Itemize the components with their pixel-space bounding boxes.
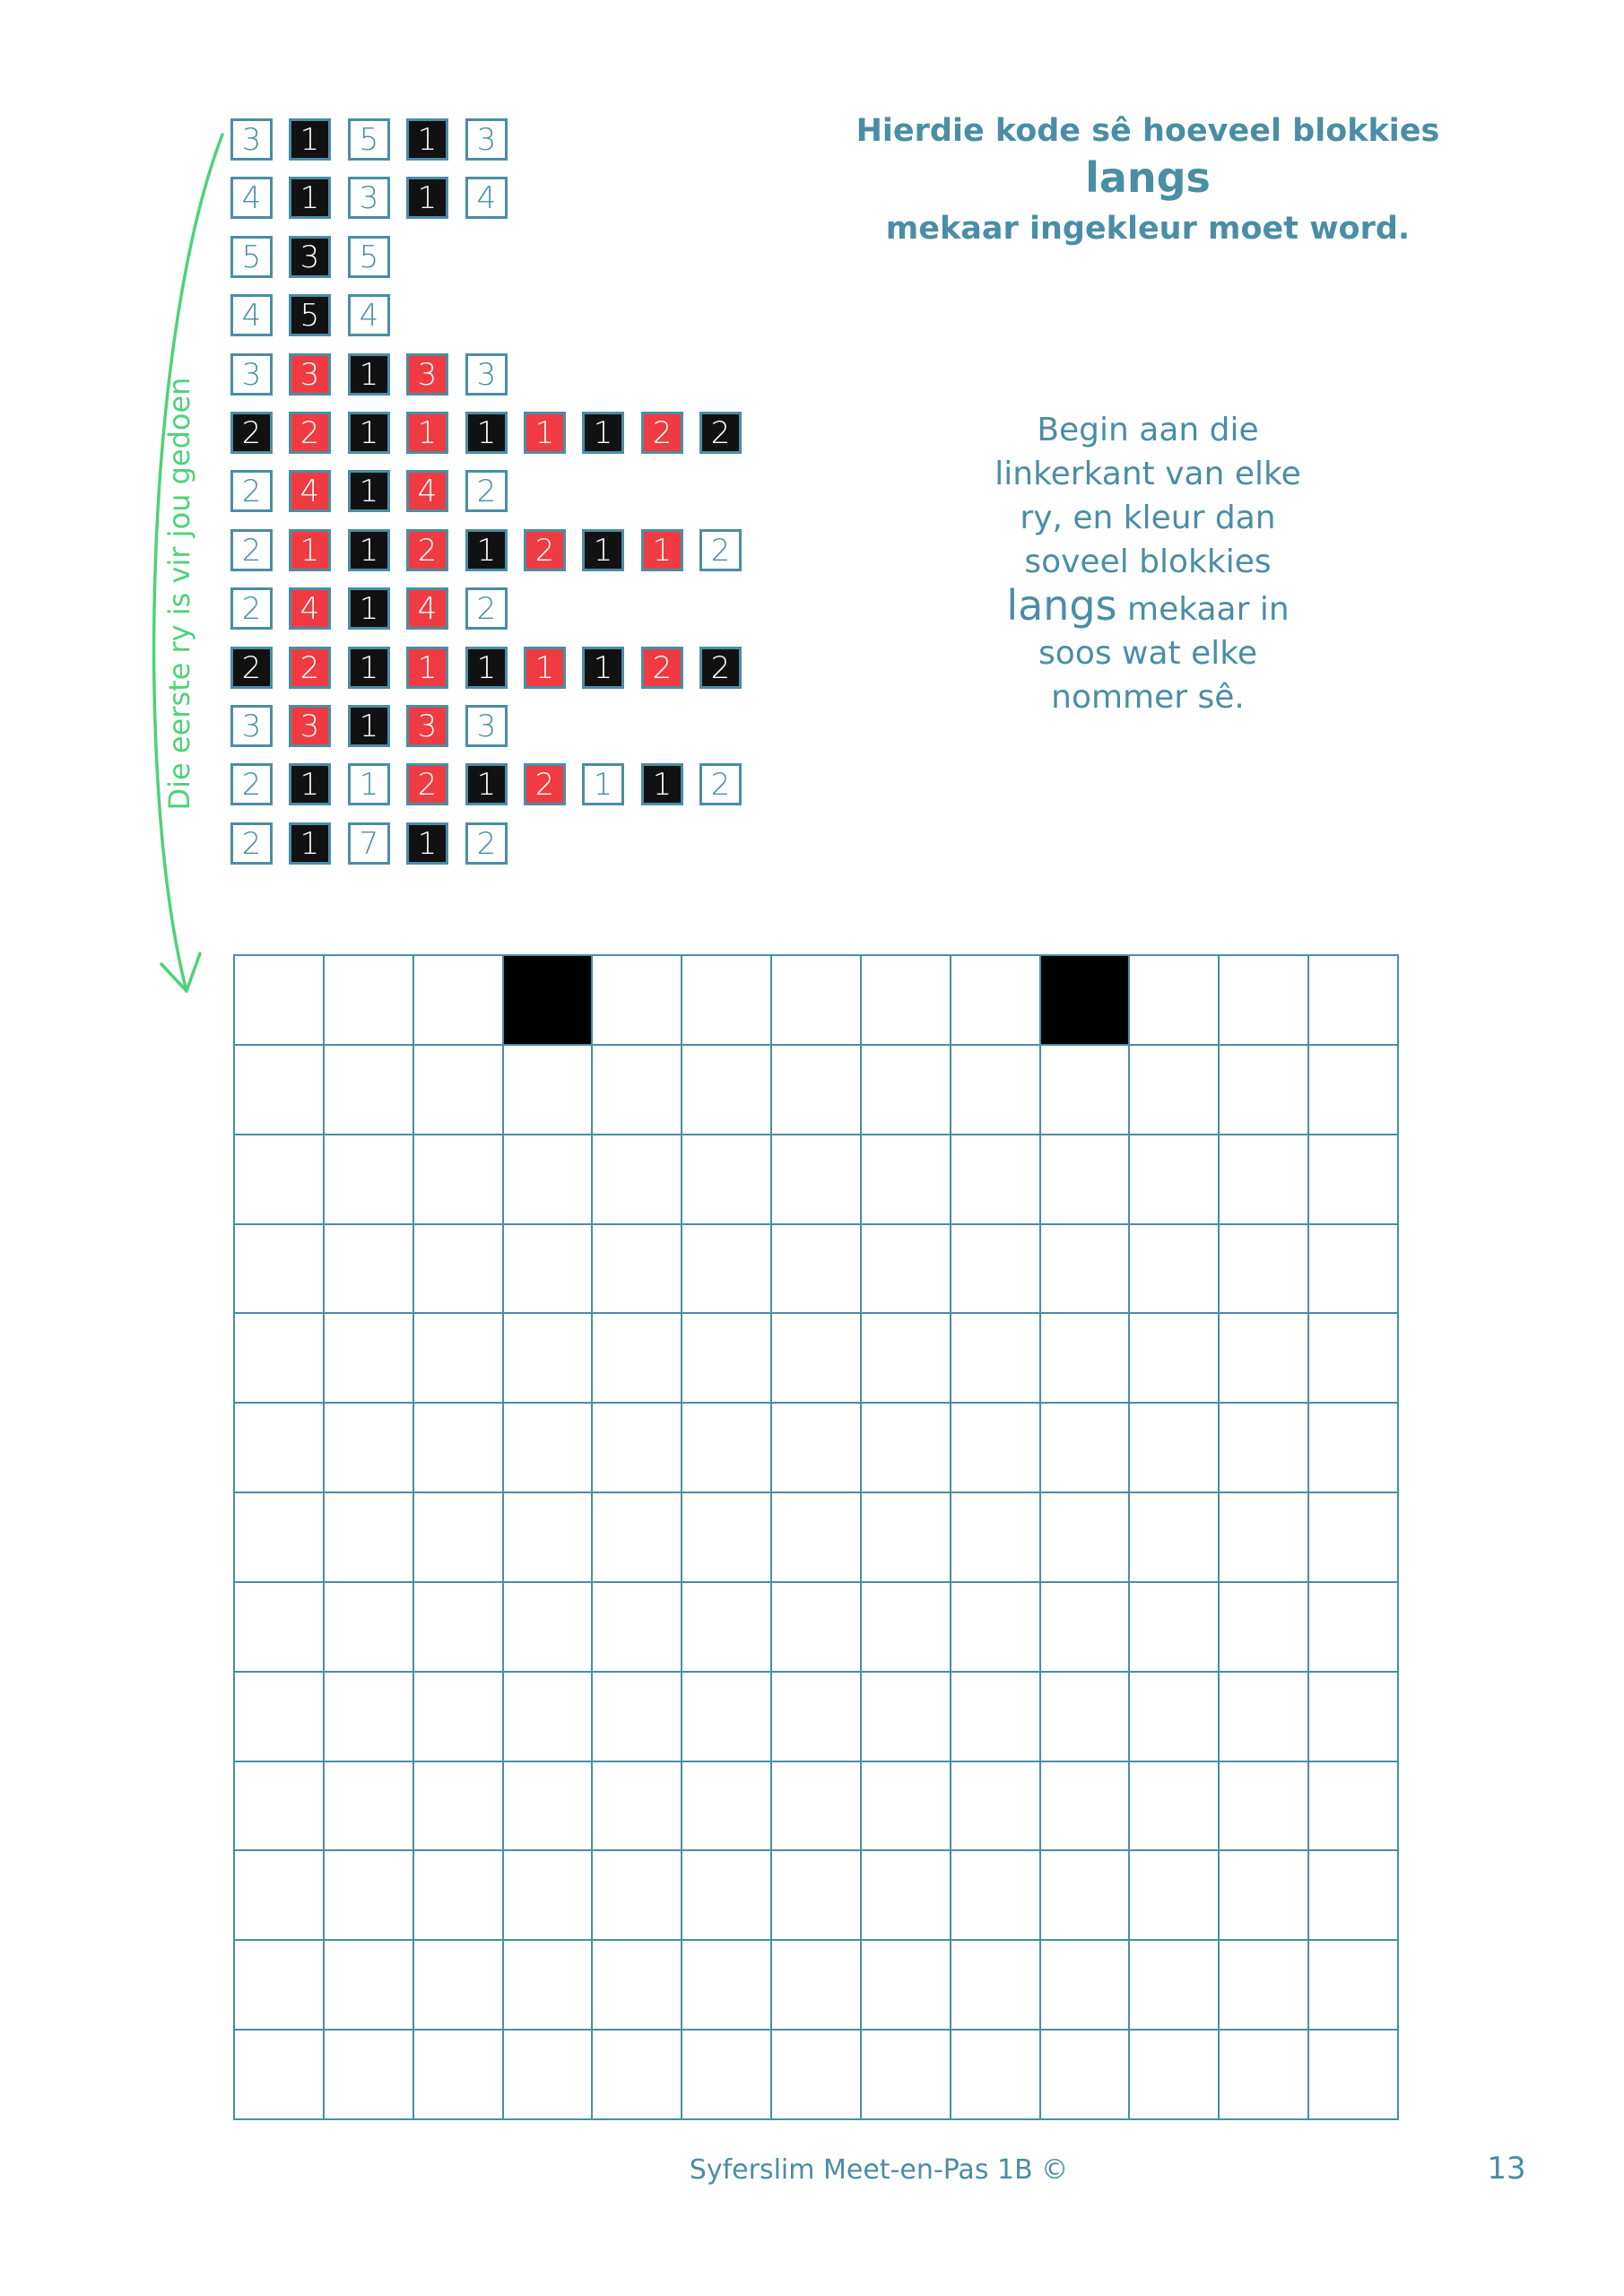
code-cell: 2 [641, 412, 683, 454]
grid-cell[interactable] [1041, 1583, 1131, 1673]
grid-cell[interactable] [1220, 956, 1309, 1046]
code-cell: 2 [465, 822, 508, 865]
grid-cell[interactable] [235, 1851, 325, 1941]
instruction-line-rest: mekaar in [1116, 591, 1290, 628]
grid-cell[interactable] [504, 1314, 594, 1404]
grid-cell[interactable] [682, 1673, 772, 1762]
grid-cell[interactable] [1041, 2031, 1131, 2120]
code-cell: 1 [465, 763, 508, 805]
grid-cell[interactable] [1130, 1493, 1220, 1583]
grid-cell[interactable] [1041, 1225, 1131, 1315]
grid-cell[interactable] [1309, 1135, 1399, 1225]
page-number: 13 [1487, 2151, 1526, 2187]
code-cell: 2 [524, 529, 566, 571]
code-cell: 4 [406, 470, 448, 512]
code-cell: 3 [289, 353, 331, 396]
grid-cell[interactable] [862, 1762, 951, 1852]
code-cell: 1 [348, 587, 390, 630]
grid-cell[interactable] [325, 1673, 414, 1762]
grid-cell[interactable] [414, 1046, 504, 1135]
heading-text: Hierdie kode sê hoeveel blokkies [855, 113, 1440, 149]
heading-line-2: mekaar ingekleur moet word. [885, 211, 1411, 247]
grid-cell[interactable] [1041, 956, 1131, 1046]
grid-cell[interactable] [862, 1941, 951, 2031]
grid-cell[interactable] [772, 1046, 862, 1135]
code-cell: 2 [699, 412, 742, 454]
grid-cell[interactable] [1130, 1404, 1220, 1493]
code-cell: 4 [406, 587, 448, 630]
grid-cell[interactable] [862, 1404, 951, 1493]
grid-cell[interactable] [772, 1762, 862, 1852]
grid-cell[interactable] [593, 1673, 682, 1762]
grid-cell[interactable] [772, 1583, 862, 1673]
grid-cell[interactable] [951, 956, 1041, 1046]
grid-cell[interactable] [504, 1851, 594, 1941]
grid-cell[interactable] [682, 1135, 772, 1225]
grid-cell[interactable] [1130, 1314, 1220, 1404]
code-cell: 1 [348, 529, 390, 571]
grid-cell[interactable] [682, 1851, 772, 1941]
grid-cell[interactable] [1220, 1046, 1309, 1135]
grid-cell[interactable] [504, 1762, 594, 1852]
code-cell: 3 [230, 353, 273, 396]
grid-cell[interactable] [862, 1673, 951, 1762]
grid-cell[interactable] [1130, 1046, 1220, 1135]
code-cell: 4 [289, 587, 331, 630]
grid-cell[interactable] [1041, 1135, 1131, 1225]
grid-cell[interactable] [682, 1046, 772, 1135]
code-cell: 3 [465, 705, 508, 747]
code-cell: 3 [465, 118, 508, 161]
grid-cell[interactable] [1220, 2031, 1309, 2120]
code-cell: 2 [230, 763, 273, 805]
grid-cell[interactable] [414, 1404, 504, 1493]
grid-cell[interactable] [862, 1135, 951, 1225]
code-cell: 1 [289, 118, 331, 161]
grid-cell[interactable] [325, 1046, 414, 1135]
code-cell: 2 [289, 647, 331, 689]
instruction-line: soveel blokkies [1024, 544, 1272, 580]
grid-cell[interactable] [1220, 1583, 1309, 1673]
grid-cell[interactable] [235, 956, 325, 1046]
code-cell: 1 [289, 529, 331, 571]
instruction-line: linkerkant van elke [994, 456, 1301, 492]
grid-cell[interactable] [1041, 1762, 1131, 1852]
grid-cell[interactable] [1130, 1225, 1220, 1315]
grid-cell[interactable] [1130, 956, 1220, 1046]
code-cell: 3 [406, 353, 448, 396]
grid-cell[interactable] [1309, 1673, 1399, 1762]
code-cell: 1 [465, 412, 508, 454]
code-cell: 1 [582, 412, 624, 454]
grid-cell[interactable] [504, 2031, 594, 2120]
grid-cell[interactable] [414, 1493, 504, 1583]
code-cell: 1 [406, 647, 448, 689]
grid-cell[interactable] [862, 1493, 951, 1583]
grid-cell[interactable] [951, 1851, 1041, 1941]
grid-cell[interactable] [682, 1583, 772, 1673]
code-cell: 1 [582, 529, 624, 571]
grid-cell[interactable] [951, 1046, 1041, 1135]
grid-cell[interactable] [951, 1404, 1041, 1493]
instruction-line [933, 581, 1363, 631]
grid-cell[interactable] [1309, 956, 1399, 1046]
instruction-line: Begin aan die [1037, 412, 1259, 448]
code-cell: 3 [230, 118, 273, 161]
code-cell: 1 [524, 647, 566, 689]
code-cell: 1 [289, 177, 331, 219]
code-cell: 2 [230, 647, 273, 689]
grid-cell[interactable] [1041, 1046, 1131, 1135]
grid-cell[interactable] [1220, 1314, 1309, 1404]
grid-cell[interactable] [951, 1583, 1041, 1673]
grid-cell[interactable] [235, 1314, 325, 1404]
grid-cell[interactable] [862, 1851, 951, 1941]
grid-cell[interactable] [414, 1762, 504, 1852]
grid-cell[interactable] [414, 1314, 504, 1404]
grid-cell[interactable] [593, 1941, 682, 2031]
code-cell: 5 [289, 294, 331, 336]
grid-cell[interactable] [235, 1493, 325, 1583]
code-cell: 1 [348, 647, 390, 689]
grid-cell[interactable] [772, 1404, 862, 1493]
grid-cell[interactable] [1220, 1135, 1309, 1225]
grid-cell[interactable] [235, 1225, 325, 1315]
grid-cell[interactable] [325, 956, 414, 1046]
grid-cell[interactable] [593, 1762, 682, 1852]
grid-cell[interactable] [862, 1314, 951, 1404]
instruction-emphasis: langs [1006, 581, 1117, 630]
code-cell: 3 [348, 177, 390, 219]
grid-cell[interactable] [414, 1225, 504, 1315]
answer-grid [233, 954, 1399, 2120]
grid-cell[interactable] [1130, 1762, 1220, 1852]
grid-cell[interactable] [1309, 1314, 1399, 1404]
code-cell: 1 [406, 412, 448, 454]
grid-cell[interactable] [325, 1941, 414, 2031]
grid-cell[interactable] [1220, 1762, 1309, 1852]
grid-cell[interactable] [1220, 1941, 1309, 2031]
grid-cell[interactable] [1220, 1493, 1309, 1583]
code-cell: 2 [465, 470, 508, 512]
code-cell: 4 [348, 294, 390, 336]
grid-cell[interactable] [1041, 1673, 1131, 1762]
grid-cell[interactable] [951, 1225, 1041, 1315]
code-cell: 1 [465, 529, 508, 571]
grid-cell[interactable] [682, 956, 772, 1046]
grid-cell[interactable] [1309, 1046, 1399, 1135]
code-cell: 2 [230, 529, 273, 571]
grid-cell[interactable] [772, 956, 862, 1046]
grid-cell[interactable] [682, 1493, 772, 1583]
grid-cell[interactable] [235, 1135, 325, 1225]
code-cell: 2 [289, 412, 331, 454]
code-cell: 2 [230, 470, 273, 512]
code-cell: 2 [230, 822, 273, 865]
grid-cell[interactable] [1041, 1493, 1131, 1583]
grid-cell[interactable] [951, 1941, 1041, 2031]
grid-cell[interactable] [504, 1583, 594, 1673]
code-cell: 2 [524, 763, 566, 805]
grid-cell[interactable] [1130, 1851, 1220, 1941]
grid-cell[interactable] [325, 2031, 414, 2120]
instruction-heading [789, 108, 1507, 252]
grid-cell[interactable] [593, 1404, 682, 1493]
code-cell: 1 [465, 647, 508, 689]
code-cell: 3 [289, 236, 331, 278]
grid-cell[interactable] [235, 2031, 325, 2120]
grid-cell[interactable] [1309, 1225, 1399, 1315]
code-cell: 1 [348, 353, 390, 396]
grid-cell[interactable] [235, 1404, 325, 1493]
grid-cell[interactable] [1309, 1762, 1399, 1852]
code-cell: 1 [641, 529, 683, 571]
code-cell: 4 [230, 177, 273, 219]
grid-cell[interactable] [504, 1135, 594, 1225]
grid-cell[interactable] [235, 1941, 325, 2031]
grid-cell[interactable] [1220, 1404, 1309, 1493]
code-cell: 4 [230, 294, 273, 336]
code-cell: 1 [524, 412, 566, 454]
grid-cell[interactable] [862, 1583, 951, 1673]
grid-cell[interactable] [682, 1762, 772, 1852]
grid-cell[interactable] [1220, 1851, 1309, 1941]
grid-cell[interactable] [504, 1941, 594, 2031]
heading-emphasis: langs [1085, 153, 1211, 202]
code-cell: 1 [406, 118, 448, 161]
grid-cell[interactable] [414, 1851, 504, 1941]
code-cell: 1 [406, 177, 448, 219]
grid-cell[interactable] [593, 956, 682, 1046]
grid-cell[interactable] [235, 1762, 325, 1852]
grid-cell[interactable] [593, 1314, 682, 1404]
grid-cell[interactable] [1220, 1673, 1309, 1762]
code-cell: 2 [230, 412, 273, 454]
grid-cell[interactable] [593, 1851, 682, 1941]
grid-cell[interactable] [414, 956, 504, 1046]
grid-cell[interactable] [1130, 1941, 1220, 2031]
grid-cell[interactable] [325, 1762, 414, 1852]
grid-cell[interactable] [772, 1225, 862, 1315]
code-cell: 1 [289, 822, 331, 865]
grid-cell[interactable] [1041, 1851, 1131, 1941]
grid-cell[interactable] [325, 1493, 414, 1583]
grid-cell[interactable] [504, 1225, 594, 1315]
grid-cell[interactable] [682, 1314, 772, 1404]
grid-cell[interactable] [951, 1135, 1041, 1225]
grid-cell[interactable] [1130, 1583, 1220, 1673]
grid-cell[interactable] [1041, 1404, 1131, 1493]
grid-cell[interactable] [862, 1225, 951, 1315]
grid-cell[interactable] [682, 1225, 772, 1315]
curved-arrow-icon [143, 108, 251, 1013]
grid-cell[interactable] [325, 1851, 414, 1941]
grid-cell[interactable] [951, 1493, 1041, 1583]
grid-cell[interactable] [593, 1225, 682, 1315]
grid-cell[interactable] [1220, 1225, 1309, 1315]
grid-cell[interactable] [1309, 1851, 1399, 1941]
code-cell: 2 [230, 587, 273, 630]
grid-cell[interactable] [593, 2031, 682, 2120]
grid-cell[interactable] [682, 2031, 772, 2120]
grid-cell[interactable] [772, 1673, 862, 1762]
code-cell: 3 [230, 705, 273, 747]
code-cell: 2 [406, 763, 448, 805]
grid-cell[interactable] [862, 1046, 951, 1135]
code-cell: 5 [348, 236, 390, 278]
first-row-done-label: Die eerste ry is vir jou gedoen [162, 377, 196, 811]
grid-cell[interactable] [1041, 1314, 1131, 1404]
grid-cell[interactable] [772, 1941, 862, 2031]
grid-cell[interactable] [1309, 2031, 1399, 2120]
grid-cell[interactable] [682, 1941, 772, 2031]
code-cell: 2 [465, 587, 508, 630]
grid-cell[interactable] [1130, 1135, 1220, 1225]
instruction-line: soos wat elke [1038, 635, 1257, 672]
grid-cell[interactable] [235, 1583, 325, 1673]
grid-cell[interactable] [862, 956, 951, 1046]
grid-cell[interactable] [593, 1583, 682, 1673]
grid-cell[interactable] [1309, 1493, 1399, 1583]
grid-cell[interactable] [504, 1673, 594, 1762]
grid-cell[interactable] [772, 1851, 862, 1941]
instruction-line: ry, en kleur dan [1020, 500, 1276, 536]
grid-cell[interactable] [504, 1046, 594, 1135]
code-cell: 2 [699, 647, 742, 689]
code-cell: 4 [465, 177, 508, 219]
code-cell: 5 [230, 236, 273, 278]
footer-credit: Syferslim Meet-en-Pas 1B © [689, 2154, 1069, 2186]
code-cell: 1 [348, 705, 390, 747]
grid-cell[interactable] [1130, 2031, 1220, 2120]
grid-cell[interactable] [951, 1673, 1041, 1762]
code-cell: 1 [289, 763, 331, 805]
code-cell: 1 [582, 763, 624, 805]
grid-cell[interactable] [1309, 1583, 1399, 1673]
code-cell: 3 [289, 705, 331, 747]
code-cell: 3 [406, 705, 448, 747]
grid-cell[interactable] [414, 1941, 504, 2031]
grid-cell[interactable] [325, 1314, 414, 1404]
grid-cell[interactable] [1130, 1673, 1220, 1762]
grid-cell[interactable] [951, 2031, 1041, 2120]
code-cell: 4 [289, 470, 331, 512]
code-cell: 2 [699, 529, 742, 571]
code-cell: 1 [582, 647, 624, 689]
grid-cell[interactable] [235, 1046, 325, 1135]
code-cell: 1 [406, 822, 448, 865]
grid-cell[interactable] [414, 1135, 504, 1225]
grid-cell[interactable] [593, 1493, 682, 1583]
grid-cell[interactable] [1041, 1941, 1131, 2031]
grid-cell[interactable] [325, 1583, 414, 1673]
code-cell: 1 [348, 412, 390, 454]
code-cell: 7 [348, 822, 390, 865]
grid-cell[interactable] [1309, 1404, 1399, 1493]
code-cell: 5 [348, 118, 390, 161]
grid-cell[interactable] [325, 1135, 414, 1225]
grid-cell[interactable] [235, 1673, 325, 1762]
code-cell: 2 [699, 763, 742, 805]
grid-cell[interactable] [951, 1314, 1041, 1404]
code-cell: 1 [348, 470, 390, 512]
grid-cell[interactable] [593, 1046, 682, 1135]
code-cell: 3 [465, 353, 508, 396]
grid-cell[interactable] [414, 1673, 504, 1762]
code-cell: 2 [406, 529, 448, 571]
grid-cell[interactable] [325, 1225, 414, 1315]
grid-cell[interactable] [325, 1404, 414, 1493]
grid-cell[interactable] [772, 2031, 862, 2120]
grid-cell[interactable] [772, 1493, 862, 1583]
grid-cell[interactable] [951, 1762, 1041, 1852]
instruction-line: nommer sê. [1051, 679, 1245, 716]
grid-cell[interactable] [504, 1404, 594, 1493]
code-cell: 2 [641, 647, 683, 689]
grid-cell[interactable] [772, 1314, 862, 1404]
code-cell: 1 [348, 763, 390, 805]
code-cell: 1 [641, 763, 683, 805]
grid-cell[interactable] [772, 1135, 862, 1225]
grid-cell[interactable] [682, 1404, 772, 1493]
grid-cell[interactable] [504, 1493, 594, 1583]
grid-cell[interactable] [862, 2031, 951, 2120]
grid-cell[interactable] [593, 1135, 682, 1225]
grid-cell[interactable] [414, 2031, 504, 2120]
grid-cell[interactable] [1309, 1941, 1399, 2031]
grid-cell[interactable] [504, 956, 594, 1046]
grid-cell[interactable] [414, 1583, 504, 1673]
instruction-text [933, 408, 1363, 719]
